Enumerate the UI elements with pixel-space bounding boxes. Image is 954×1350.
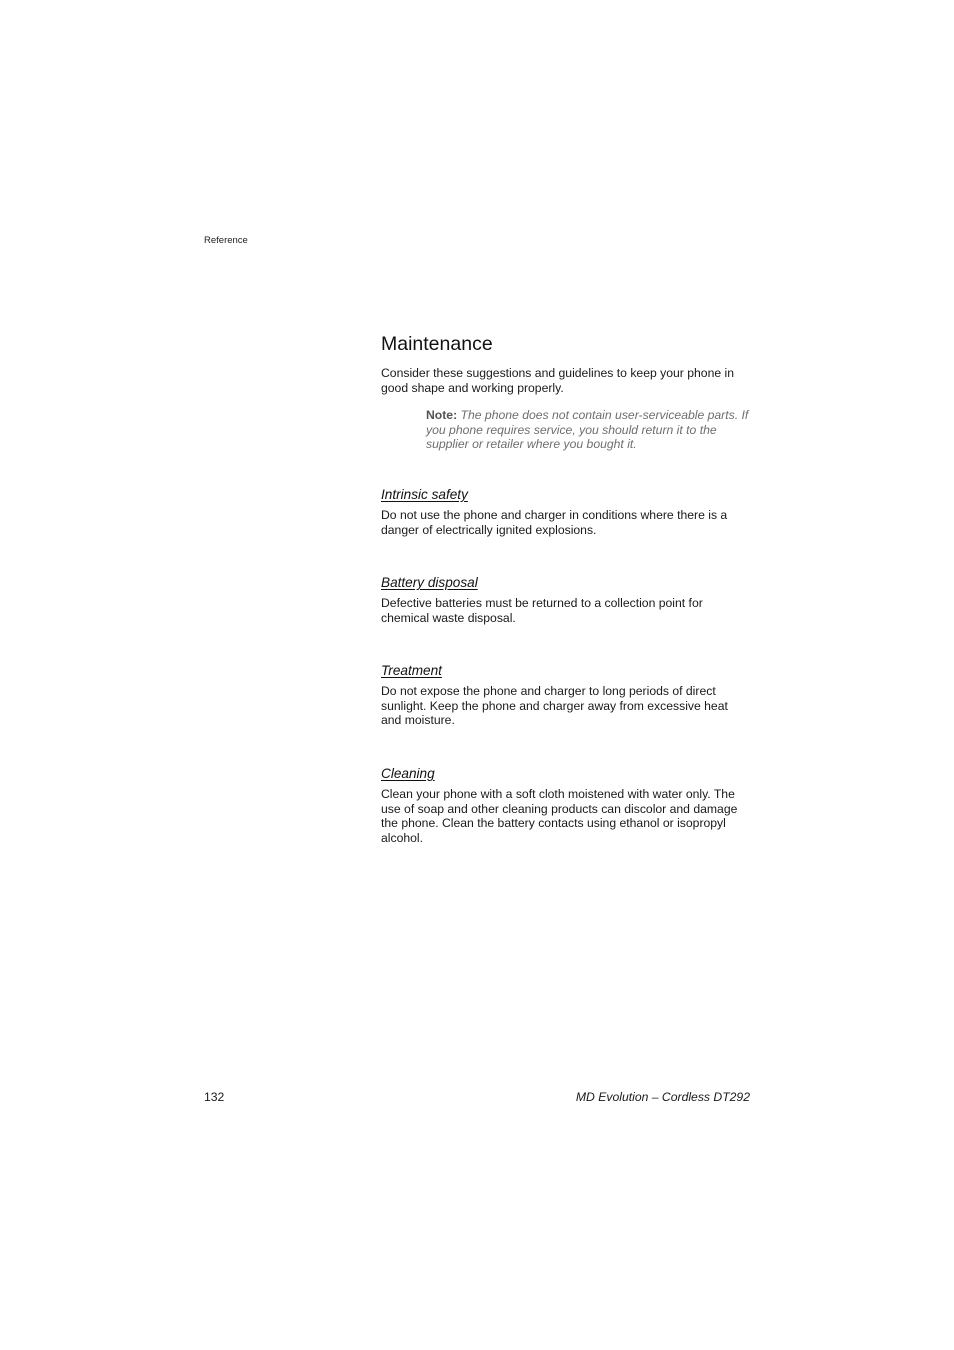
section-body: Clean your phone with a soft cloth moistened with water only. The use of soap and other cleaning products can discolor and damage the phone. Clean the battery contacts using ethanol or isopropyl alcohol. <box>381 787 738 845</box>
page-number: 132 <box>204 1090 225 1104</box>
section-body: Do not expose the phone and charger to long periods of direct sunlight. Keep the phone and charger away from excessive heat and moisture. <box>381 684 728 728</box>
section-heading: Battery disposal <box>381 575 478 590</box>
note-label: Note: <box>426 408 458 423</box>
page-title: Maintenance <box>381 333 493 355</box>
section-heading: Intrinsic safety <box>381 487 468 502</box>
document-title: MD Evolution – Cordless DT292 <box>575 1090 750 1104</box>
section-body: Defective batteries must be returned to a collection point for chemical waste disposal. <box>381 596 703 625</box>
main-content <box>381 332 753 845</box>
running-header: Reference <box>204 235 248 246</box>
section-intrinsic-safety <box>381 486 753 537</box>
section-heading: Treatment <box>381 663 442 678</box>
note-text: The phone does not contain user-serviceable parts. If you phone requires service, you should return it to the supplier or retailer where you bought it. <box>426 408 749 452</box>
section-battery-disposal <box>381 574 753 625</box>
section-body: Do not use the phone and charger in conditions where there is a danger of electrically ignited explosions. <box>381 508 728 537</box>
section-cleaning <box>381 765 753 845</box>
section-heading: Cleaning <box>381 766 435 781</box>
section-treatment <box>381 662 753 728</box>
intro-paragraph: Consider these suggestions and guidelines to keep your phone in good shape and working properly. <box>381 366 735 395</box>
note-block <box>426 408 752 452</box>
